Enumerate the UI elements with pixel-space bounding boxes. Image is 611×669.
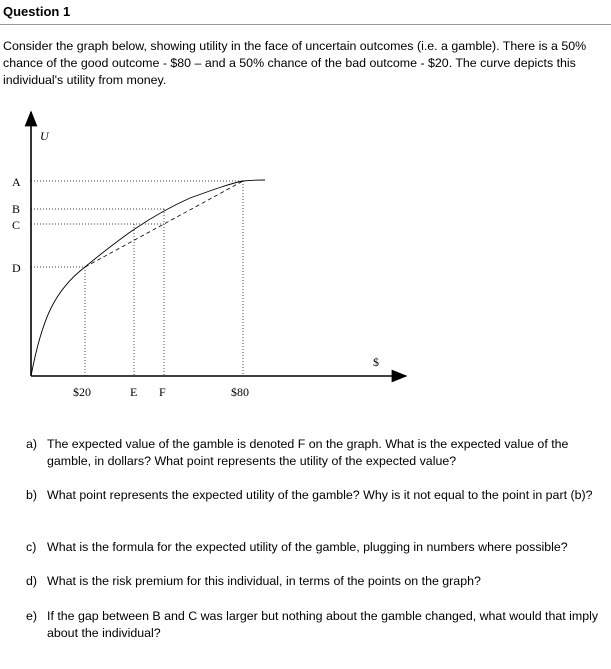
- utility-curve: [31, 180, 265, 376]
- question-d-label: d): [26, 574, 38, 588]
- question-b-label: b): [26, 488, 38, 502]
- question-e-label: e): [26, 609, 38, 623]
- x-axis-label: $: [373, 355, 379, 369]
- question-d-text: What is the risk premium for this individual, in terms of the points on the graph?: [47, 574, 481, 588]
- question-b-text: What point represents the expected utility of the gamble? Why is it not equal to the point in part (b)?: [47, 488, 593, 502]
- question-e-text: If the gap between B and C was larger but nothing about the gamble changed, what would that imply about the individual?: [47, 609, 599, 640]
- question-a-text: The expected value of the gamble is denoted F on the graph. What is the expected value of the gamble, in dollars? What point represents the utility of the expected value?: [47, 437, 569, 468]
- tick-80-label: $80: [231, 385, 249, 399]
- tick-f-label: F: [159, 385, 166, 399]
- tick-20-label: $20: [73, 385, 91, 399]
- tick-e-label: E: [130, 385, 138, 399]
- question-c-text: What is the formula for the expected utility of the gamble, plugging in numbers where possible?: [47, 540, 568, 554]
- point-d-label: D: [12, 261, 21, 275]
- question-title: Question 1: [3, 4, 71, 19]
- point-a-label: A: [12, 175, 21, 189]
- question-c-label: c): [26, 540, 37, 554]
- point-c-label: C: [12, 218, 21, 232]
- point-b-label: B: [12, 202, 21, 216]
- question-a-label: a): [26, 437, 38, 451]
- intro-paragraph: Consider the graph below, showing utility in the face of uncertain outcomes (i.e. a gamble). There is a 50% chance of the good outcome - $80 – and a 50% chance of the bad outcome - $20. The curve depicts this individual's utility from money.: [3, 39, 587, 87]
- y-axis-label: U: [40, 129, 49, 143]
